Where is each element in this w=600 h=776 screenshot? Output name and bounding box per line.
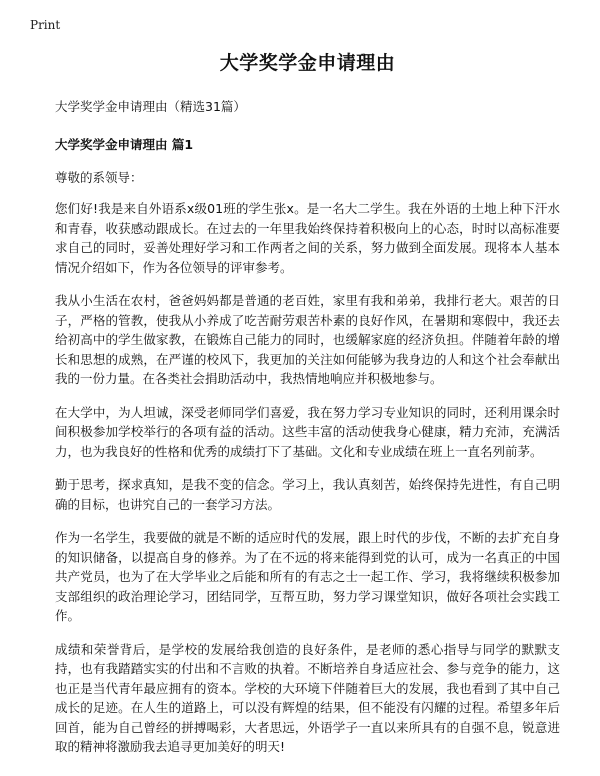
document-subtitle: 大学奖学金申请理由（精选31篇） <box>55 99 246 114</box>
paragraph: 我从小生活在农村，爸爸妈妈都是普通的老百姓，家里有我和弟弟，我排行老大。艰苦的日子，严格的管教，使我从小养成了吃苦耐劳艰苦朴素的良好作风，在暑期和寒假中，我还去给初高中的学生做家教，在锻炼自己能力的同时，也缓解家庭的经济负担。伴随着年龄的增长和思想的成熟，在严谨的校风下，我更加的关注如何能够为我身边的人和这个社会奉献出我的一份力量。在各类社会捐助活动中，我热情地响应并积极地参与。 <box>55 293 560 386</box>
paragraph: 成绩和荣誉背后，是学校的发展给我创造的良好条件，是老师的悉心指导与同学的默默支持，也有我踏踏实实的付出和不言败的执着。不断培养自身适应社会、参与竞争的能力，这也正是当代青年最应拥有的资本。学校的大环境下伴随着巨大的发展，我也看到了其中自己成长的足迹。在人生的道路上，可以没有辉煌的结果，但不能没有闪耀的过程。希望多年后回首，能为自己曾经的拼搏喝彩，大者思远，外语学子一直以来所具有的自强不息，锐意进取的精神将激励我去追寻更加美好的明天! <box>55 641 560 754</box>
salutation: 尊敬的系领导： <box>55 170 143 185</box>
paragraph: 在大学中，为人坦诚，深受老师同学们喜爱，我在努力学习专业知识的同时，还利用课余时间积极参加学校举行的各项有益的活动。这些丰富的活动使我身心健康，精力充沛，充满活力，也为我良好的性格和优秀的成绩打下了基础。文化和专业成绩在班上一直名列前茅。 <box>55 404 560 459</box>
paragraph: 您们好!我是来自外语系x级01班的学生张x。是一名大二学生。我在外语的土地上种下汗水和青春，收获感动跟成长。在过去的一年里我始终保持着积极向上的心态，时时以高标准要求自己的同时，妥善处理好学习和工作两者之间的关系，努力做到全面发展。现将本人基本情况介绍如下，作为各位领导的评审参考。 <box>55 201 560 275</box>
section-heading: 大学奖学金申请理由 篇1 <box>55 137 194 152</box>
page-title: 大学奖学金申请理由 <box>219 52 396 74</box>
print-link[interactable]: Print <box>30 18 61 32</box>
document-body <box>55 48 560 771</box>
paragraph: 勤于思考，探求真知，是我不变的信念。学习上，我认真刻苦，始终保持先进性，有自己明确的目标，也讲究自己的一套学习方法。 <box>55 477 560 512</box>
paragraph: 作为一名学生，我要做的就是不断的适应时代的发展，跟上时代的步伐，不断的去扩充自身的知识储备，以提高自身的修养。为了在不远的将来能得到党的认可，成为一名真正的中国共产党员，也为了在大学毕业之后能和所有的有志之士一起工作、学习，我将继续积极参加支部组织的政治理论学习，团结同学，互帮互助，努力学习课堂知识，做好各项社会实践工作。 <box>55 530 560 623</box>
